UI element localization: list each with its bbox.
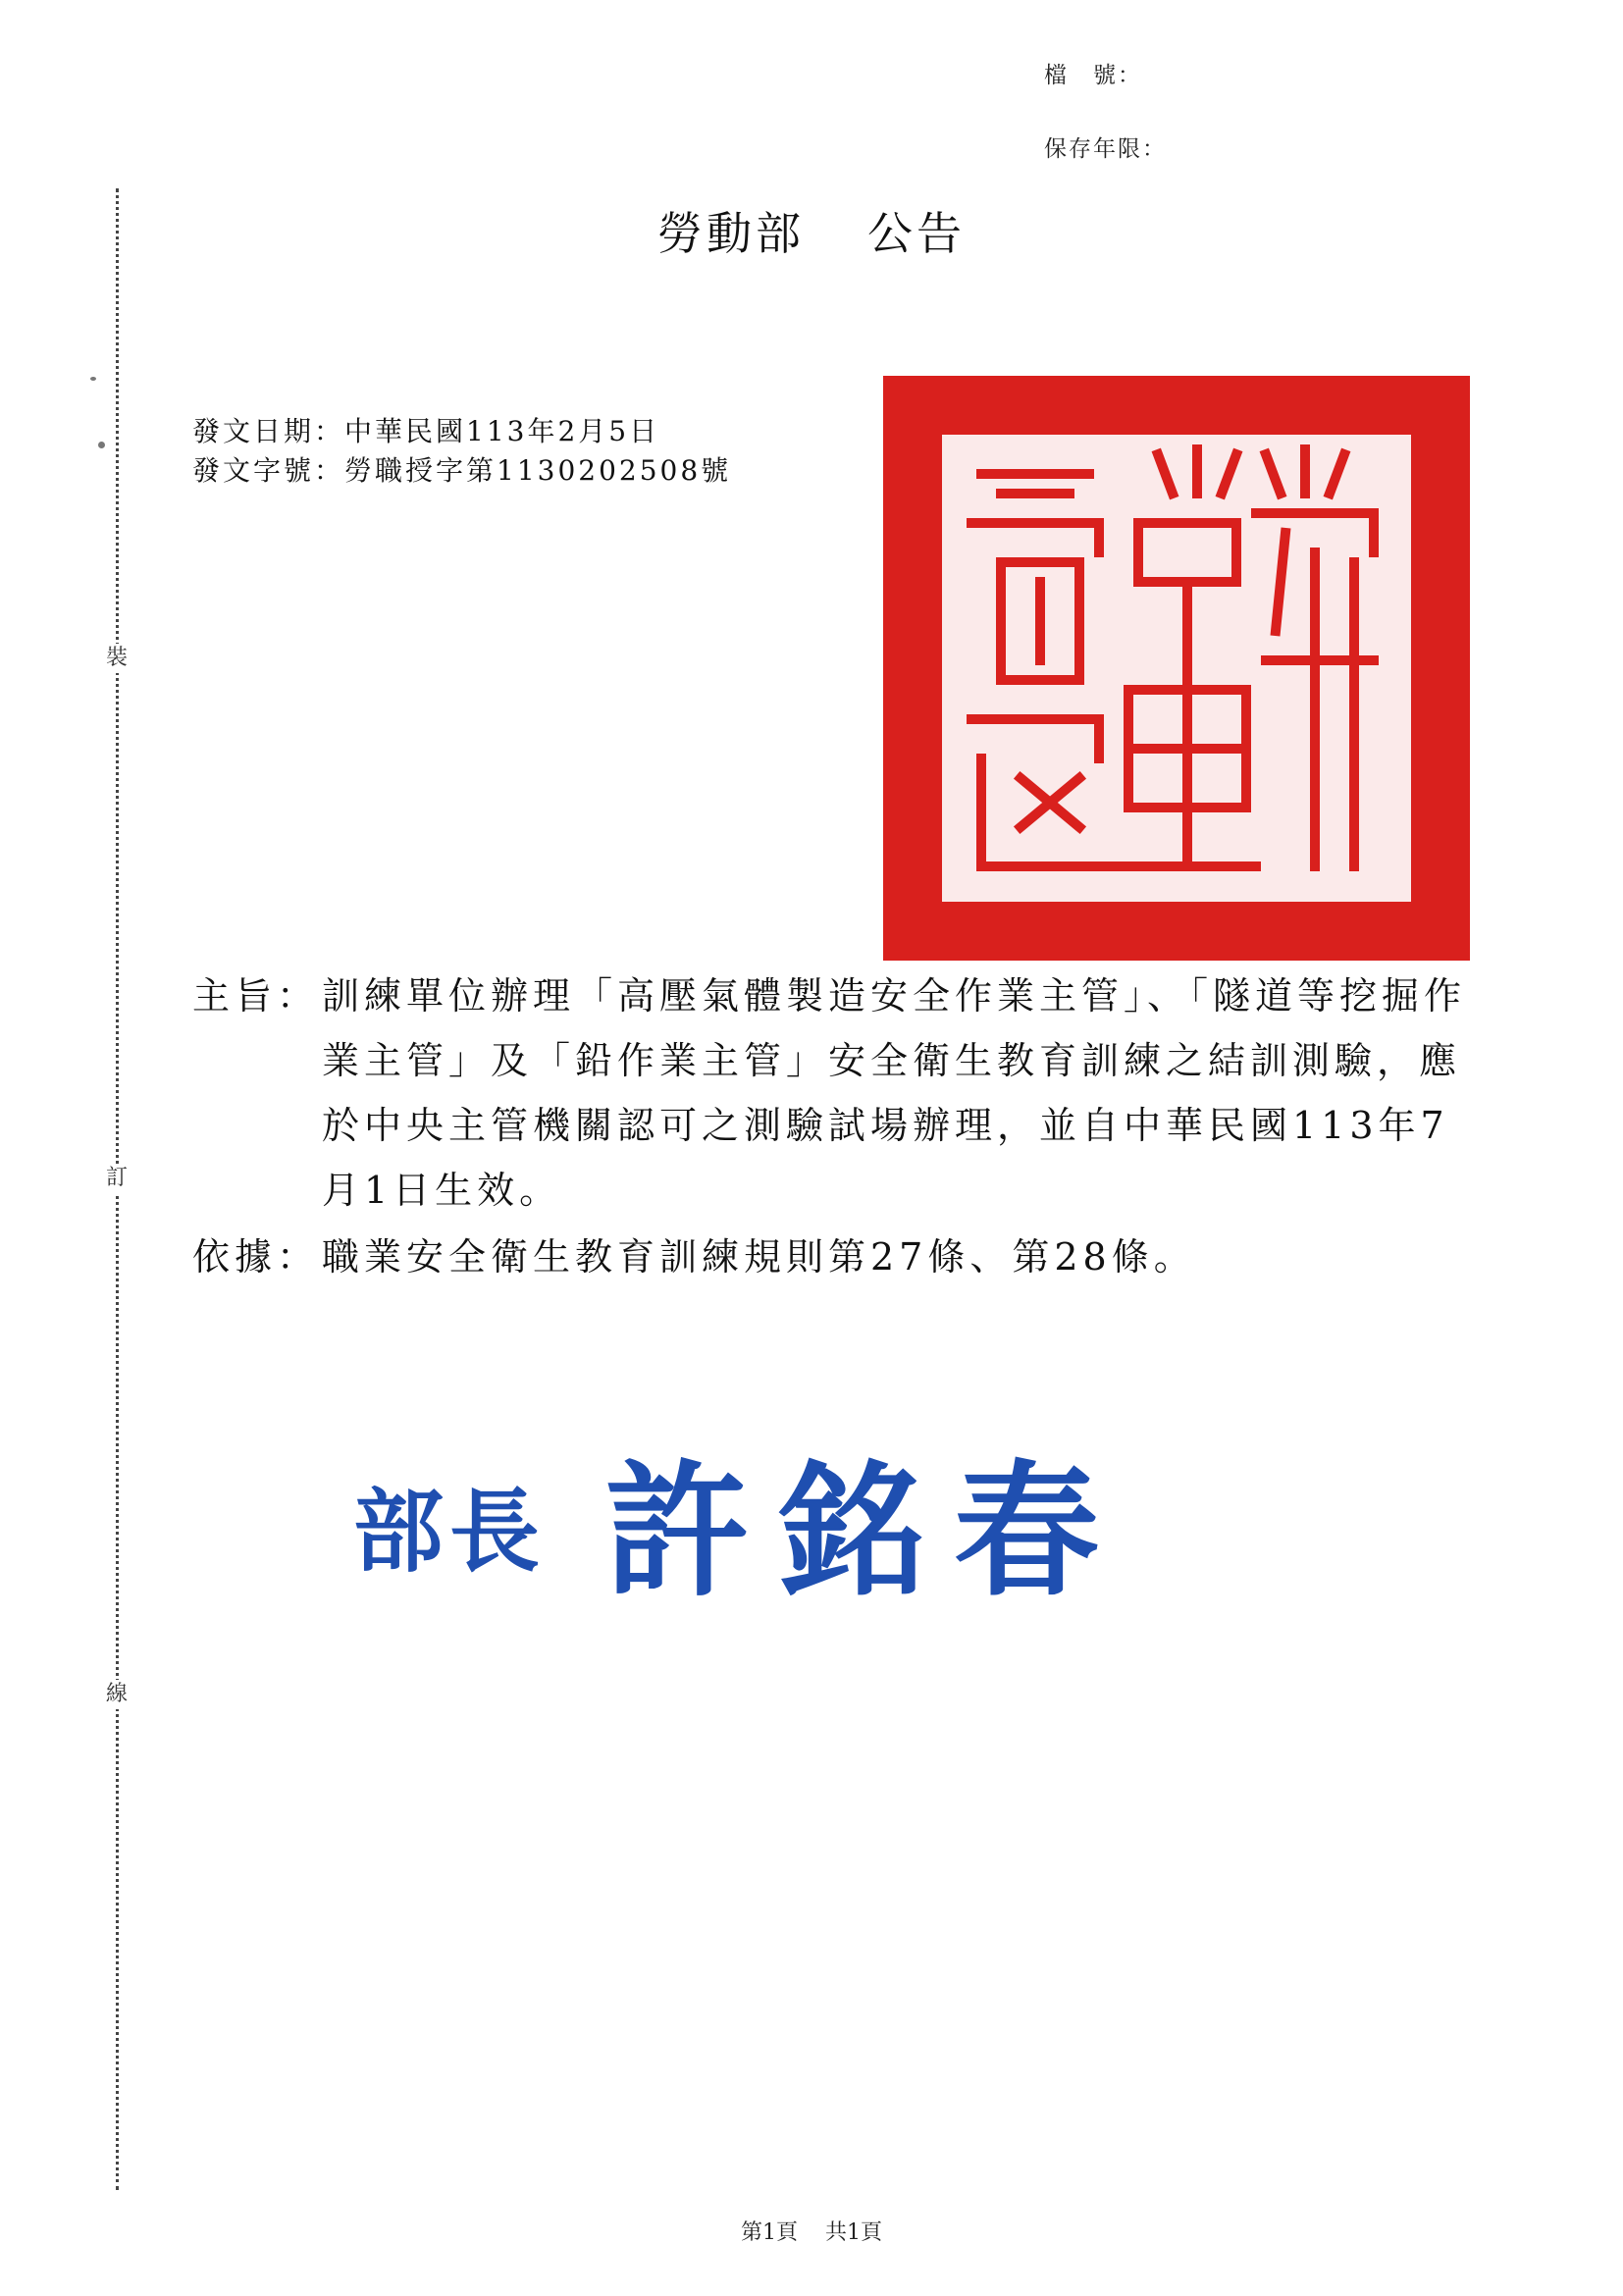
official-seal: [883, 376, 1470, 961]
retention-period-label: 保存年限：: [1044, 136, 1167, 162]
basis-text: 職業安全衛生教育訓練規則第27條、第28條。: [322, 1235, 1196, 1278]
subject-paragraph: [192, 964, 1478, 1223]
binding-mark-ding: 訂: [102, 1164, 131, 1193]
document-number: 發文字號：勞職授字第1130202508號: [192, 454, 732, 487]
file-number-label: 檔 號：: [1044, 63, 1142, 88]
issue-date: 發文日期：中華民國113年2月5日: [192, 415, 660, 447]
signature-name: 許銘春: [604, 1447, 1129, 1616]
seal-inner-field: [942, 435, 1411, 902]
scan-speck: [98, 442, 105, 448]
scan-speck: [90, 377, 96, 381]
page-total: 共1頁: [825, 2220, 882, 2245]
page-footer: [0, 2216, 1623, 2246]
minister-signature-stamp: [353, 1417, 1128, 1623]
binding-mark-zhuang: 裝: [102, 644, 131, 673]
subject-text: 訓練單位辦理「高壓氣體製造安全作業主管」、「隧道等挖掘作業主管」及「鉛作業主管」安全衛生教育訓練之結訓測驗，應於中央主管機關認可之測驗試場辦理，並自中華民國113年7月1日生效。: [322, 974, 1467, 1212]
binding-mark-xian: 線: [102, 1680, 131, 1709]
seal-glyphs-icon: [942, 435, 1411, 902]
basis-paragraph: [192, 1225, 1478, 1289]
subject-label: 主旨：: [192, 974, 320, 1018]
agency-name: 勞動部: [657, 207, 805, 260]
document-title: [0, 198, 1623, 263]
document-type: 公告: [867, 207, 966, 260]
basis-label: 依據：: [192, 1235, 320, 1278]
page-number: 第1頁: [741, 2220, 798, 2245]
signature-title: 部長: [353, 1480, 547, 1585]
